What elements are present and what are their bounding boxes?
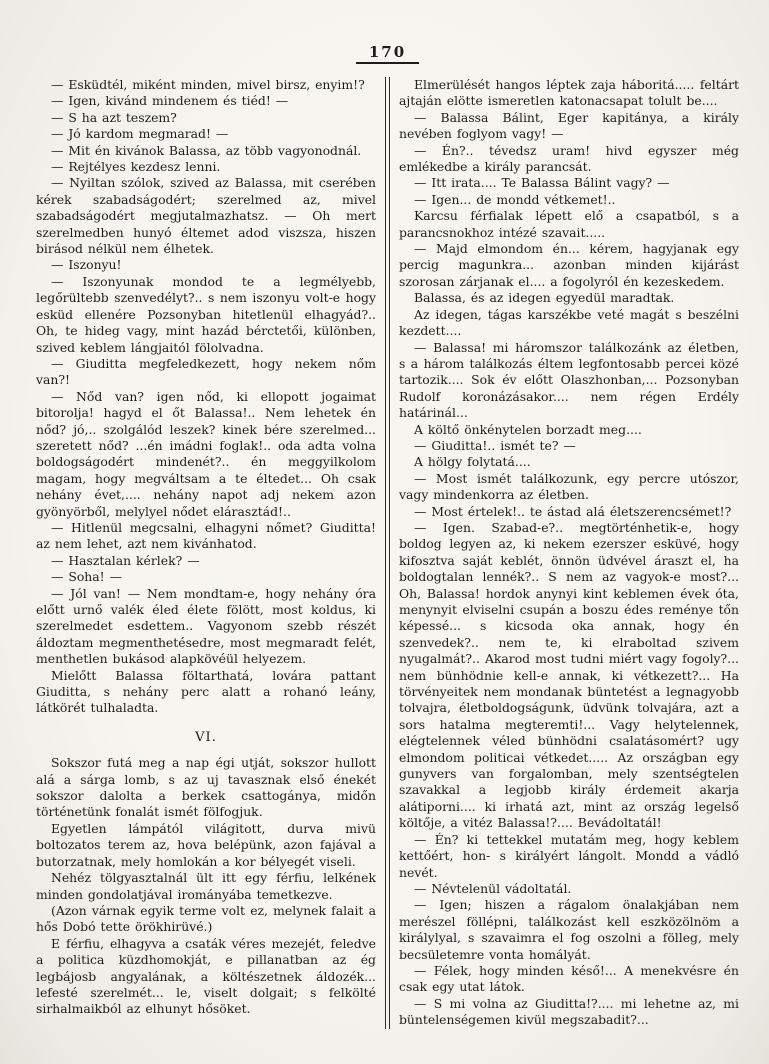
page-header — [36, 42, 739, 64]
paragraph: — Nőd van? igen nőd, ki ellopott jogaimat bitorolja! hagyd el őt Balassa!.. Nem lehetek én nőd? jó,.. szolgálód leszek? kinek bére szerelmed... szeretett nőd? ...én imádni foglak!.. oda adta volna boldogságodért mindenét?.. én meggyilkolom magam, hogy megváltsam a te éltedet... Oh csak nehány évet,.... nehány napot adj nekem azon gyönyörből, melylyel nődet elárasztád!.. — [36, 388, 376, 519]
paragraph: — Hasztalan kérlek? — — [51, 552, 200, 568]
right-column — [390, 77, 739, 1029]
paragraph: — Igen. Szabad-e?.. megtörténhetik-e, hogy boldog legyen az, ki nekem ezerszer esküvé, hogy kifosztva saját keblét, önnön üdvével áraszt el, ha boldogtalan lennék?.. S nem az vagyok-e most?... Oh, Balassa! hordok anynyi kint keblemen évek óta, menynyit elviselni csupán a boszu édes reménye tőn képessé... s kicsoda oka annak, hogy én szenvedek?.. nem te, ki elraboltad szivem nyugalmát?.. Akarod most tudni miért vagy fogoly?... nem bünhödnie kell-e annak, ki vétkezett?... Ha törvényeitek nem mondanak büntetést a legnagyobb tolvajra, életboldogságunk, üdvünk tolvajára, azt a sors hatalma megteremti!... Vagy helytelennek, elégtelennek véled bünhödni csalatásomért? ugy elmondom politicai vétkedet..... Az országban egy gunyvers van forgalomban, mely szentségtelen szavakkal a legjobb király érdemeit akarja alátiporni.... ki irhatá azt, mint az ország legelső költője, a vitéz Balassa!?.... Bevádoltatál! — [399, 519, 739, 831]
paragraph: Mielőtt Balassa föltarthatá, lovára pattant Giuditta, s nehány perc alatt a rohanó leány, látkörét tulhaladta. — [36, 667, 376, 716]
paragraph: Balassa, és az idegen egyedül maradtak. — [414, 290, 675, 306]
paragraph: — Nyiltan szólok, szived az Balassa, mit cserében kérek szabadságodért; szerelmed az, mivel szabadságodért megjutalmazhatsz. — Oh mert szerelmedben hunyó éltemet adod viszsza, hiszen birásod nélkül nem élhetek. — [36, 175, 376, 257]
paragraph: Elmerülését hangos léptek zaja háboritá..... feltárt ajtaján elötte ismeretlen katonacsapat tolult be.... — [399, 77, 739, 109]
paragraph: — Balassa Bálint, Eger kapitánya, a király nevében foglyom vagy! — — [399, 109, 739, 142]
paragraph: — Most értelek!.. te ástad alá életszerencsémet!? — [414, 503, 732, 519]
paragraph: — Hitlenül megcsalni, elhagyni nőmet? Giuditta! az nem lehet, azt nem kivánhatod. — [36, 519, 376, 552]
paragraph: — Én? ki tettekkel mutatám meg, hogy keblem kettőért, hon- s királyért lángolt. Mondd a vádló nevét. — [399, 831, 739, 880]
paragraph: — Majd elmondom én... kérem, hagyjanak egy percig magunkra... azonban minden kijárást szorosan zárjanak el.... a fogolyról én kezeskedem. — [399, 241, 739, 289]
paragraph: — Esküdtél, miként minden, mivel birsz, enyim!? — [51, 77, 365, 92]
left-column — [36, 77, 385, 1029]
paragraph: — Igen, kivánd mindenem és tiéd! — — [51, 93, 289, 109]
paragraph: Egyetlen lámpától világitott, durva mivü boltozatos terem az, hova belépünk, azon fajával a butorzatnak, mely homlokán a kor bélyegét viseli. — [36, 820, 376, 869]
paragraph: A költő önkénytelen borzadt meg.... — [414, 421, 642, 437]
page-number: 170 — [356, 43, 419, 64]
paragraph: — Iszonyunak mondod te a legmélyebb, legőrültebb szenvedélyt?.. s nem iszonyu volt-e hogy esküd ellenére Pozsonyban hitetlenül elhagyád?.. Oh, te hideg vagy, mint hazád bérctetői, különben, szived keblem lángjaitól fölolvadna. — [36, 273, 376, 355]
paragraph: — Jól van! — Nem mondtam-e, hogy nehány óra előtt urnő valék éled élete fölött, most koldus, ki szerelmedet esdettem.. Vagyonom szebb részét áldoztam megmenthetésedre, most megmaradt felét, menthetlen bukásod alapkövéül helyezem. — [36, 585, 376, 667]
paragraph: — Jó kardom megmarad! — — [51, 126, 229, 142]
paragraph: — Mit én kivánok Balassa, az több vagyonodnál. — [51, 142, 362, 158]
text-columns — [36, 77, 739, 1029]
paragraph: — S ha azt teszem? — [51, 109, 177, 125]
paragraph: — Igen; hiszen a rágalom önalakjában nem merészel föllépni, találkozást kell eszközölnöm a királylyal, s szavaimra el fog oszolni a fölleg, mely becsületemre vonta homályát. — [399, 897, 739, 962]
paragraph: — Igen... de mondd vétkemet!.. — [414, 191, 616, 207]
paragraph: — Soha! — — [51, 569, 122, 585]
paragraph: Az idegen, tágas karszékbe veté magát s beszélni kezdett.... — [399, 306, 739, 339]
paragraph: — Itt irata.... Te Balassa Bálint vagy? — — [414, 175, 670, 191]
paragraph: — Most ismét találkozunk, egy percre utószor, vagy mindenkorra az életben. — [399, 470, 739, 503]
paragraph: — Giuditta!.. ismét te? — — [414, 437, 576, 453]
paragraph: Karcsu férfialak lépett elő a csapatból, s a parancsnokhoz intézé szavait..... — [399, 208, 739, 240]
paragraph: E férfiu, elhagyva a csaták véres mezejét, feledve a politica küzdhomokját, e pillanatban az ég legbájosb angyalának, a költészetnek áldozék... lefesté szerelmét... le, viselt dolgait; s felkölté sirhalmaikból az elhunyt hősöket. — [36, 935, 376, 1017]
paragraph: Sokszor futá meg a nap égi utját, sokszor hullott alá a sárga lomb, s az uj tavasznak első énekét sokszor dalolta a berkek csattogánya, midőn történetünk fonalát ismét fölfogjuk. — [36, 755, 376, 820]
section-heading: VI. — [195, 729, 217, 745]
paragraph: — Rejtélyes kezdesz lenni. — [51, 159, 221, 175]
paragraph: — S mi volna az Giuditta!?.... mi lehetne az, mi büntelenségemen kivül megszabadit?... — [399, 995, 739, 1028]
paragraph: — Balassa! mi háromszor találkozánk az életben, s a három találkozás éltem legfontosabb percei közé tartozik.... Sok év előtt Olaszhonban,... Pozsonyban Rudolf koronázásakor.... nem régen Erdély határinál... — [399, 339, 739, 421]
paragraph: — Én?.. tévedsz uram! hivd egyszer még emlékedbe a király parancsát. — [399, 142, 739, 175]
paragraph: (Azon várnak egyik terme volt ez, melynek falait a hős Dobó tette örökhirüvé.) — [36, 902, 376, 935]
paragraph: — Giuditta megfeledkezett, hogy nekem nőm van?! — [36, 355, 376, 388]
paragraph: — Iszonyu! — [51, 257, 122, 273]
paragraph: A hölgy folytatá.... — [414, 454, 531, 470]
paragraph: — Névtelenül vádoltatál. — [414, 880, 572, 896]
paragraph: — Félek, hogy minden késő!... A menekvésre én csak egy utat látok. — [399, 962, 739, 995]
paragraph: Nehéz tölgyasztalnál ült itt egy férfiu, lelkének minden gondolatjával irományába temetkezve. — [36, 870, 376, 902]
